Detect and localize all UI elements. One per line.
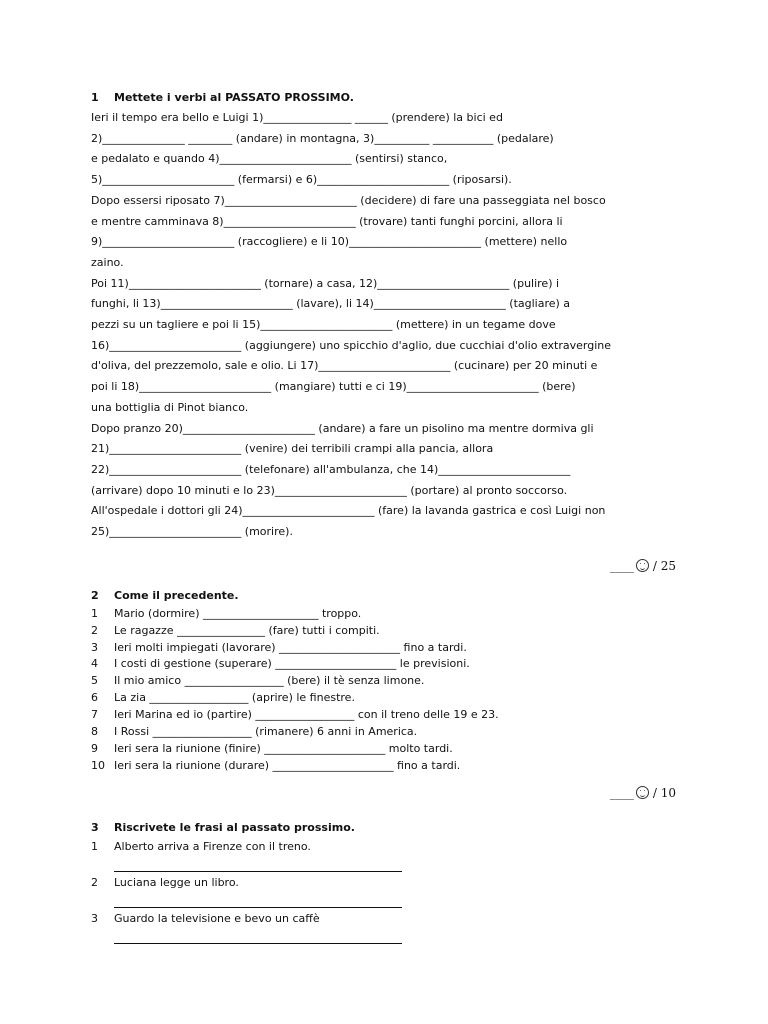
- list-item: [91, 656, 691, 673]
- section-2-score: [91, 784, 691, 802]
- item-text: Ieri sera la riunione (finire) ______________________ molto tardi.: [114, 741, 453, 755]
- item-text: I costi di gestione (superare) ______________________ le previsioni.: [114, 657, 470, 671]
- item-number: 1: [91, 839, 98, 853]
- list-item: [91, 758, 691, 775]
- section-1-line: zaino.: [91, 255, 124, 269]
- score-blank: ____: [609, 785, 634, 800]
- section-2-list: [91, 606, 691, 775]
- list-item: [91, 910, 691, 927]
- item-number: 7: [91, 708, 98, 722]
- section-1-line: 22)________________________ (telefonare) all'ambulanza, che 14)________________________: [91, 462, 571, 476]
- section-1-line: All'ospedale i dottori gli 24)________________________ (fare) la lavanda gastrica e così Luigi non: [91, 504, 606, 518]
- item-number: 1: [91, 606, 98, 620]
- section-1-line: d'oliva, del prezzemolo, sale e olio. Li 17)________________________ (cucinare) per 20 minuti e: [91, 359, 598, 373]
- item-text: Ieri sera la riunione (durare) ______________________ fino a tardi.: [114, 758, 461, 772]
- score-total: / 10: [652, 785, 676, 800]
- item-number: 3: [91, 640, 98, 654]
- section-1-line: una bottiglia di Pinot bianco.: [91, 400, 249, 414]
- section-1-heading: Mettete i verbi al PASSATO PROSSIMO.: [114, 91, 354, 104]
- section-1-line: 2)_______________ ________ (andare) in montagna, 3)__________ ___________ (pedalare): [91, 131, 554, 145]
- item-number: 10: [91, 758, 105, 772]
- list-item: [91, 741, 691, 758]
- list-item: [91, 690, 691, 707]
- list-item: [91, 623, 691, 640]
- item-text: Mario (dormire) _____________________ troppo.: [114, 606, 362, 620]
- section-1-line: Ieri il tempo era bello e Luigi 1)________________ ______ (prendere) la bici ed: [91, 111, 503, 124]
- section-1-line: poi li 18)________________________ (mangiare) tutti e ci 19)________________________ (bere): [91, 380, 576, 394]
- item-text: Il mio amico __________________ (bere) il tè senza limone.: [114, 674, 425, 688]
- item-number: 6: [91, 691, 98, 705]
- item-text: La zia __________________ (aprire) le finestre.: [114, 691, 355, 705]
- item-number: 2: [91, 875, 98, 889]
- section-1-line: 16)________________________ (aggiungere) uno spicchio d'aglio, due cucchiai d'olio extravergine: [91, 338, 611, 352]
- answer-line: [114, 891, 402, 908]
- smiley-icon: [636, 559, 649, 572]
- section-1-line: e pedalato e quando 4)________________________ (sentirsi) stanco,: [91, 152, 448, 166]
- item-text: Guardo la televisione e bevo un caffè: [114, 911, 320, 925]
- section-1-line: 21)________________________ (venire) dei terribili crampi alla pancia, allora: [91, 442, 494, 456]
- list-item: [91, 640, 691, 657]
- section-1-line: (arrivare) dopo 10 minuti e lo 23)________________________ (portare) al pronto soccorso.: [91, 483, 568, 497]
- score-blank: ____: [609, 558, 634, 573]
- section-2-number: 2: [91, 588, 99, 602]
- list-item: [91, 707, 691, 724]
- section-1-line: Dopo essersi riposato 7)________________________ (decidere) di fare una passeggiata nel bosco: [91, 193, 606, 207]
- section-2-heading: Come il precedente.: [114, 588, 239, 602]
- item-text: Luciana legge un libro.: [114, 875, 239, 889]
- section-2-title: [91, 586, 691, 606]
- list-item: [91, 724, 691, 741]
- section-1-line: Poi 11)________________________ (tornare) a casa, 12)________________________ (pulire) i: [91, 276, 560, 290]
- section-1-line: funghi, li 13)________________________ (lavare), li 14)________________________ (tagliare) a: [91, 297, 571, 311]
- answer-line: [114, 927, 402, 944]
- list-item: [91, 874, 691, 891]
- item-text: Alberto arriva a Firenze con il treno.: [114, 839, 311, 853]
- score-total: / 25: [652, 558, 676, 573]
- smiley-icon: [636, 786, 649, 799]
- section-1-line: Dopo pranzo 20)________________________ (andare) a fare un pisolino ma mentre dormiva gli: [91, 421, 594, 435]
- section-3-heading: Riscrivete le frasi al passato prossimo.: [114, 820, 355, 834]
- item-number: 4: [91, 657, 98, 671]
- section-1-line: 25)________________________ (morire).: [91, 525, 293, 539]
- list-item: [91, 606, 691, 623]
- section-1-line: e mentre camminava 8)________________________ (trovare) tanti funghi porcini, allora li: [91, 214, 563, 228]
- section-1-score: [91, 557, 691, 575]
- section-3-list: [91, 838, 691, 944]
- item-text: Ieri molti impiegati (lavorare) ______________________ fino a tardi.: [114, 640, 467, 654]
- section-1-title: [91, 88, 691, 108]
- section-1-number: 1: [91, 91, 99, 104]
- item-number: 5: [91, 674, 98, 688]
- item-text: I Rossi __________________ (rimanere) 6 anni in America.: [114, 725, 418, 738]
- section-3-number: 3: [91, 820, 99, 834]
- section-1-line: pezzi su un tagliere e poi li 15)________________________ (mettere) in un tegame dove: [91, 318, 556, 332]
- item-number: 9: [91, 741, 98, 755]
- section-3-title: [91, 818, 691, 838]
- item-text: Le ragazze ________________ (fare) tutti i compiti.: [114, 623, 380, 637]
- item-number: 8: [91, 725, 98, 738]
- section-1-line: 5)________________________ (fermarsi) e 6)________________________ (riposarsi).: [91, 173, 512, 187]
- list-item: [91, 838, 691, 855]
- answer-line: [114, 855, 402, 872]
- worksheet: [91, 88, 691, 946]
- item-number: 3: [91, 911, 98, 925]
- item-text: Ieri Marina ed io (partire) __________________ con il treno delle 19 e 23.: [114, 708, 499, 722]
- list-item: [91, 673, 691, 690]
- section-1-text: [91, 108, 691, 543]
- item-number: 2: [91, 623, 98, 637]
- section-1-line: 9)________________________ (raccogliere) e li 10)________________________ (mettere) nello: [91, 235, 568, 249]
